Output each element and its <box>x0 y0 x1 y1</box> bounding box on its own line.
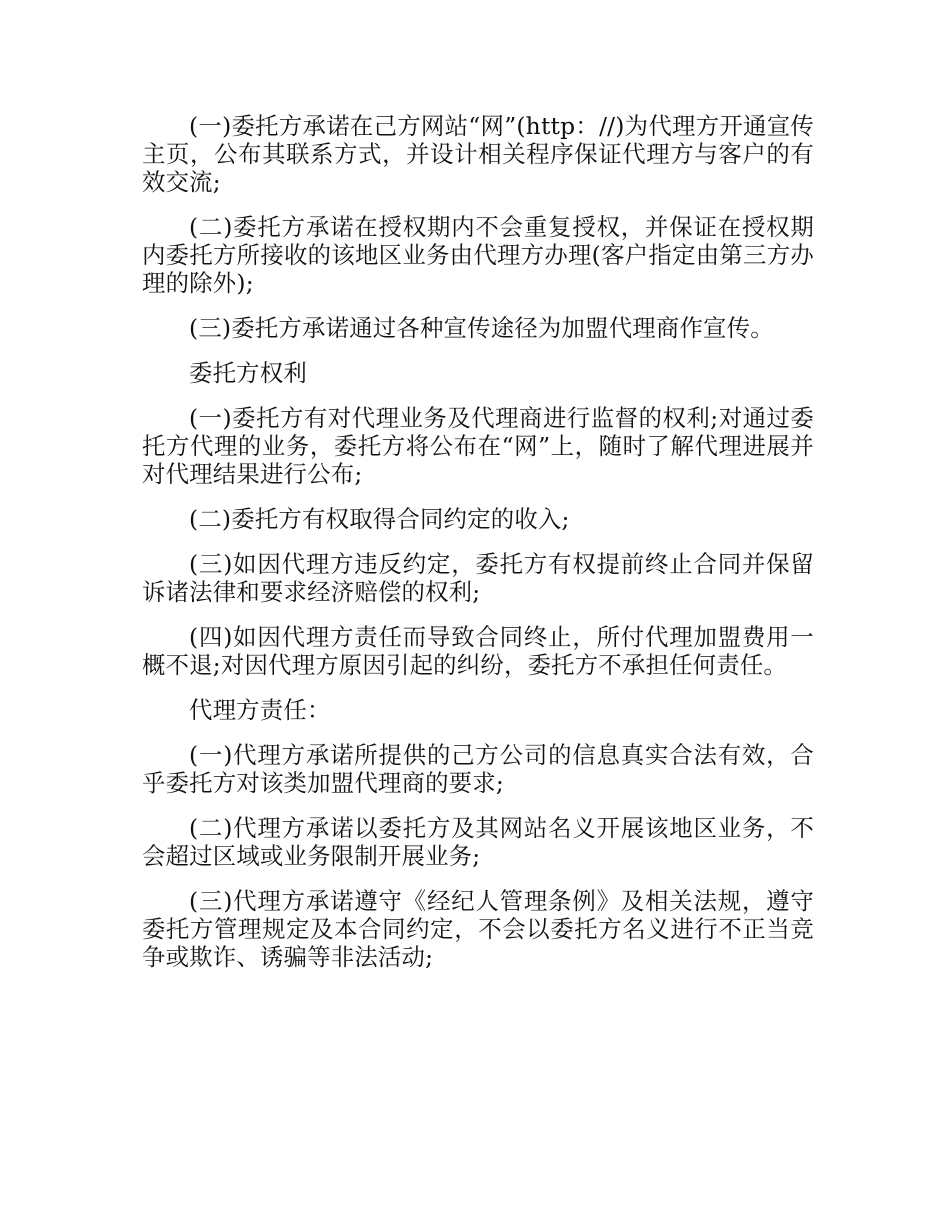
paragraph-agent-responsibility-1: (一)代理方承诺所提供的己方公司的信息真实合法有效，合乎委托方对该类加盟代理商的要求; <box>142 741 814 797</box>
paragraph-delegator-right-3: (三)如因代理方违反约定，委托方有权提前终止合同并保留诉诸法律和要求经济赔偿的权利; <box>142 550 814 606</box>
document-body <box>142 112 814 988</box>
paragraph-delegator-promise-2: (二)委托方承诺在授权期内不会重复授权，并保证在授权期内委托方所接收的该地区业务由代理方办理(客户指定由第三方办理的除外); <box>142 213 814 297</box>
paragraph-agent-responsibility-3: (三)代理方承诺遵守《经纪人管理条例》及相关法规，遵守委托方管理规定及本合同约定，不会以委托方名义进行不正当竞争或欺诈、诱骗等非法活动; <box>142 887 814 971</box>
paragraph-delegator-right-2: (二)委托方有权取得合同约定的收入; <box>189 505 570 533</box>
paragraph-agent-responsibility-2: (二)代理方承诺以委托方及其网站名义开展该地区业务，不会超过区域或业务限制开展业务; <box>142 814 814 870</box>
paragraph-delegator-promise-3: (三)委托方承诺通过各种宣传途径为加盟代理商作宣传。 <box>189 314 774 342</box>
section-heading-agent-responsibilities: 代理方责任： <box>189 696 331 724</box>
paragraph-delegator-promise-1: (一)委托方承诺在己方网站“网”(http：//)为代理方开通宣传主页，公布其联系方式，并设计相关程序保证代理方与客户的有效交流; <box>142 112 814 196</box>
section-heading-delegator-rights: 委托方权利 <box>189 359 307 387</box>
paragraph-delegator-right-1: (一)委托方有对代理业务及代理商进行监督的权利;对通过委托方代理的业务，委托方将公布在“网”上，随时了解代理进展并对代理结果进行公布; <box>142 404 814 488</box>
paragraph-delegator-right-4: (四)如因代理方责任而导致合同终止，所付代理加盟费用一概不退;对因代理方原因引起的纠纷，委托方不承担任何责任。 <box>142 623 814 679</box>
